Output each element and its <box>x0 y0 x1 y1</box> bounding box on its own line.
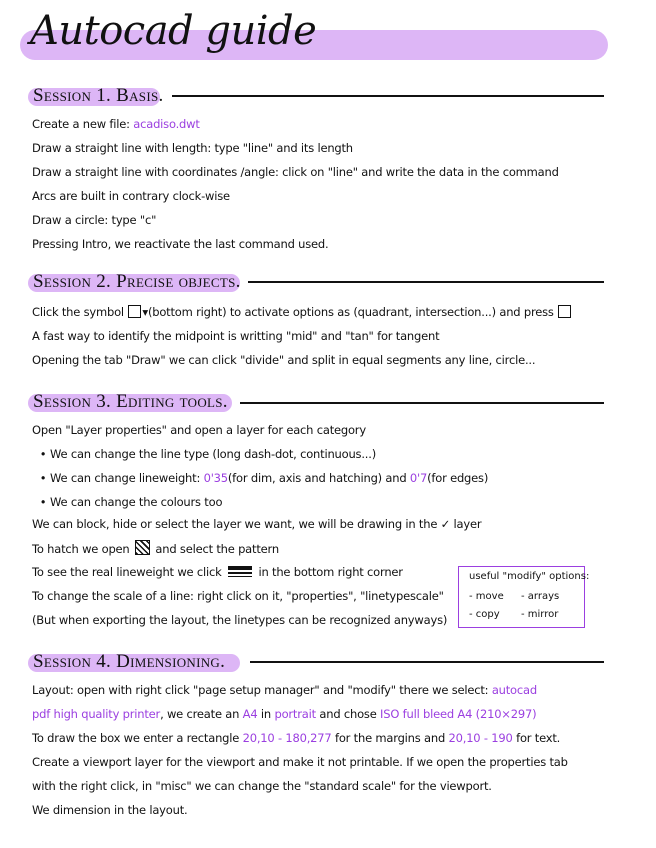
s4-line-2: pdf high quality printer, we create an A4 in portrait and chose ISO full bleed A4 (210×297) <box>32 707 537 721</box>
s3-line-5: We can block, hide or select the layer we want, we will be drawing in the ✓ layer <box>32 517 482 531</box>
s2-line-2: A fast way to identify the midpoint is writting "mid" and "tan" for tangent <box>32 329 440 343</box>
s3-line-1: Open "Layer properties" and open a layer for each category <box>32 423 366 437</box>
modify-option-move: - move <box>469 591 504 602</box>
modify-option-mirror: - mirror <box>521 609 559 620</box>
s1-line-6: Pressing Intro, we reactivate the last command used. <box>32 237 329 251</box>
session-4-rule <box>250 661 604 663</box>
s4-line-5: with the right click, in "misc" we can change the "standard scale" for the viewport. <box>32 779 492 793</box>
s1-line-1: Create a new file: acadiso.dwt <box>32 117 200 131</box>
modify-options-box <box>458 566 590 628</box>
s4-line-1: Layout: open with right click "page setup manager" and "modify" there we select: autocad <box>32 683 537 697</box>
s1-line-3: Draw a straight line with coordinates /angle: click on "line" and write the data in the command <box>32 165 559 179</box>
session-1-rule <box>172 95 604 97</box>
square-icon <box>558 305 571 318</box>
s4-line-4: Create a viewport layer for the viewport and make it not printable. If we open the properties tab <box>32 755 568 769</box>
s2-line-3: Opening the tab "Draw" we can click "divide" and split in equal segments any line, circle... <box>32 353 536 367</box>
session-3-heading <box>28 390 228 414</box>
session-4-heading <box>28 650 225 674</box>
osnap-square-icon <box>128 305 141 318</box>
lineweight-icon <box>228 565 252 577</box>
session-1-heading <box>28 84 164 108</box>
s3-line-7: To see the real lineweight we click in the bottom right corner <box>32 565 403 579</box>
s2-line-1: Click the symbol ▾(bottom right) to activate options as (quadrant, intersection...) and press <box>32 304 572 320</box>
hatch-icon <box>135 540 150 555</box>
s4-line-6: We dimension in the layout. <box>32 803 188 817</box>
session-2-title: Session 2. Precise objects. <box>33 271 241 292</box>
session-3-title: Session 3. Editing tools. <box>33 391 228 412</box>
s1-line-2: Draw a straight line with length: type "line" and its length <box>32 141 353 155</box>
s3-line-9: (But when exporting the layout, the linetypes can be recognized anyways) <box>32 613 448 627</box>
s4-line-3: To draw the box we enter a rectangle 20,10 - 180,277 for the margins and 20,10 - 190 for text. <box>32 731 561 745</box>
session-2-heading <box>28 270 241 294</box>
s3-line-6: To hatch we open and select the pattern <box>32 542 279 556</box>
session-3-rule <box>240 402 604 404</box>
s1-line-5: Draw a circle: type "c" <box>32 213 157 227</box>
page-title: Autocad guide <box>30 8 317 54</box>
s3-bullet-2: • We can change lineweight: 0'35(for dim, axis and hatching) and 0'7(for edges) <box>39 471 489 485</box>
session-2-rule <box>248 281 604 283</box>
s3-line-8: To change the scale of a line: right click on it, "properties", "linetypescale" <box>32 589 444 603</box>
modify-option-arrays: - arrays <box>521 591 560 602</box>
s3-bullet-3: • We can change the colours too <box>39 495 223 509</box>
session-1-title: Session 1. Basis. <box>33 85 164 106</box>
s1-line-4: Arcs are built in contrary clock-wise <box>32 189 230 203</box>
modify-option-copy: - copy <box>469 609 500 620</box>
s3-bullet-1: • We can change the line type (long dash-dot, continuous...) <box>39 447 376 461</box>
modify-options-title: useful "modify" options: <box>469 571 590 582</box>
session-4-title: Session 4. Dimensioning. <box>33 651 226 672</box>
